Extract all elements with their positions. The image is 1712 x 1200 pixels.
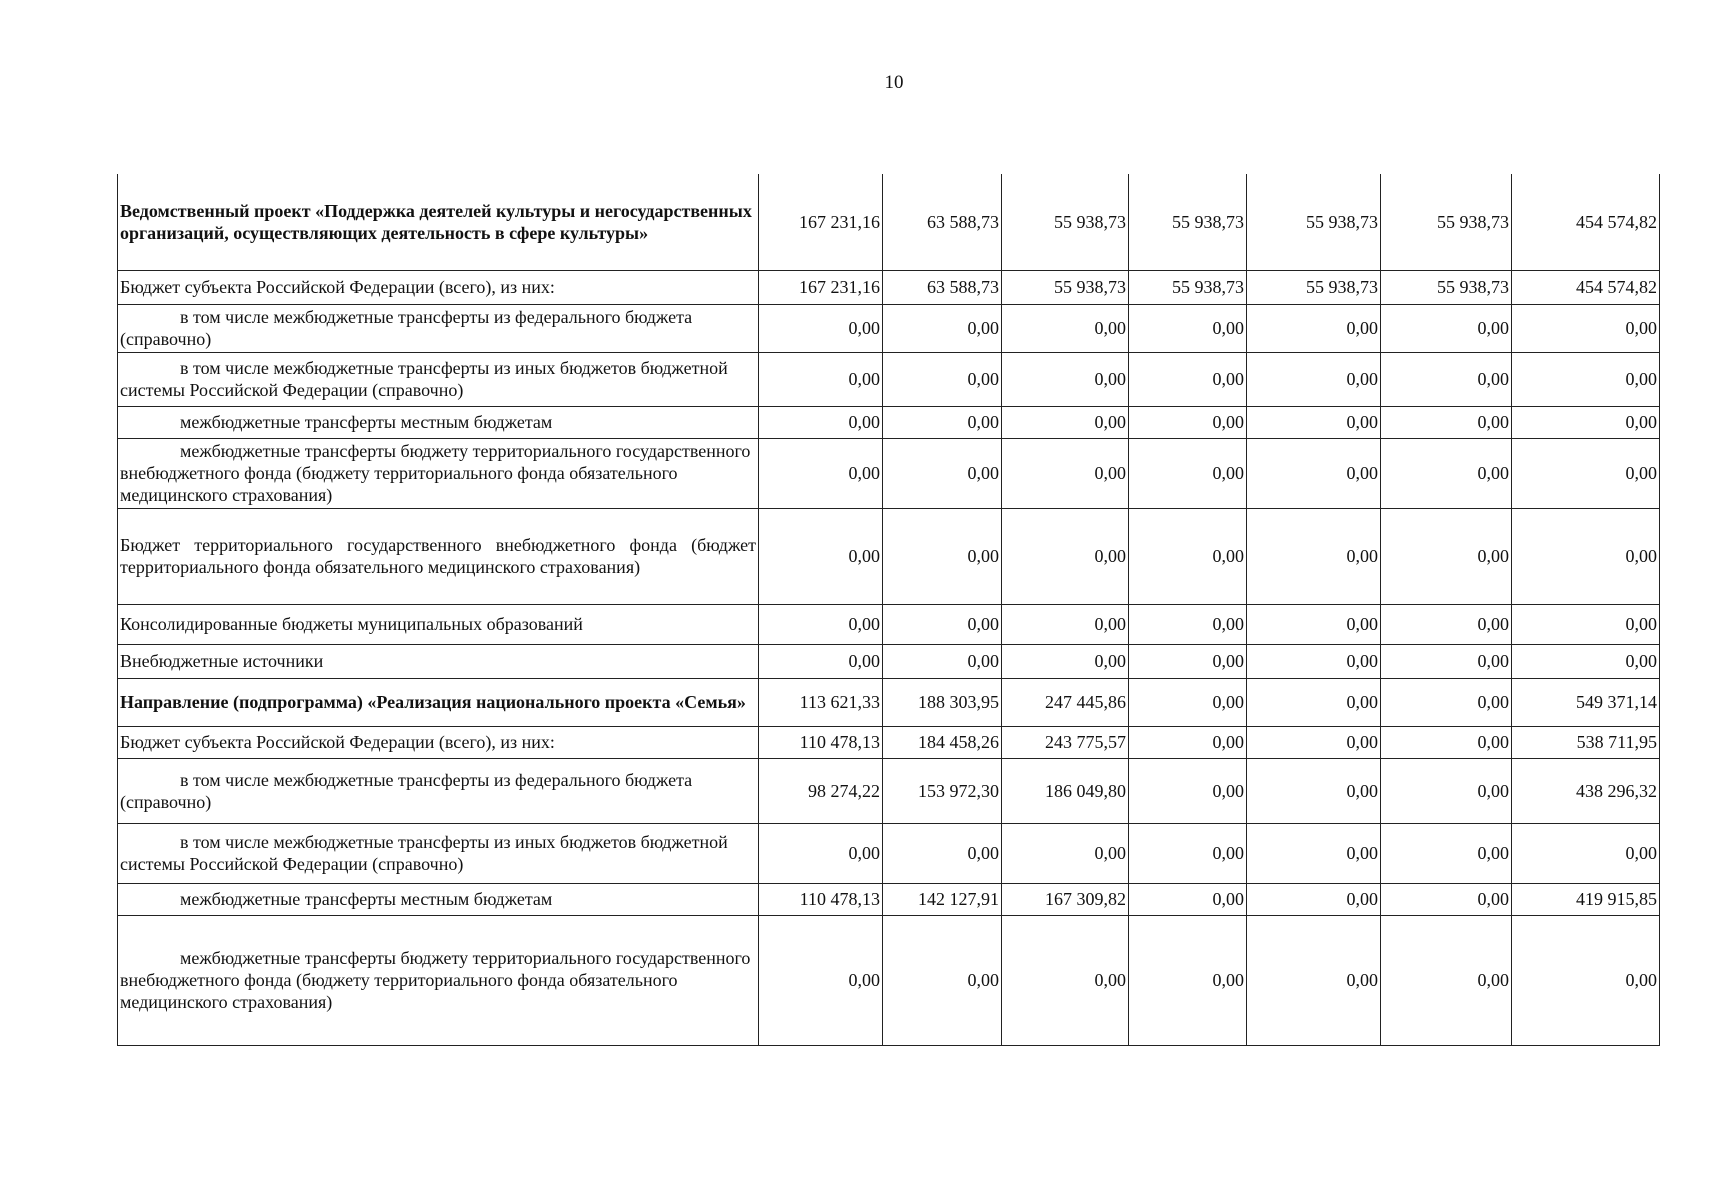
value-cell: 0,00 (1247, 726, 1381, 758)
table-row (118, 678, 1660, 726)
table-row (118, 823, 1660, 883)
value-cell: 0,00 (1512, 352, 1660, 406)
value-cell: 0,00 (883, 508, 1002, 604)
value-cell: 188 303,95 (883, 678, 1002, 726)
row-label-cell (118, 406, 759, 438)
row-label: Бюджет субъекта Российской Федерации (всего), из них: (120, 277, 555, 297)
value-cell: 0,00 (1247, 915, 1381, 1045)
value-cell: 243 775,57 (1002, 726, 1129, 758)
value-cell: 167 309,82 (1002, 883, 1129, 915)
row-label-cell (118, 304, 759, 352)
value-cell: 0,00 (1002, 823, 1129, 883)
row-label-cell (118, 823, 759, 883)
row-label: в том числе межбюджетные трансферты из иных бюджетов бюджетной системы Российской Федерации (справочно) (120, 358, 728, 400)
row-label: в том числе межбюджетные трансферты из иных бюджетов бюджетной системы Российской Федерации (справочно) (120, 832, 728, 874)
value-cell: 55 938,73 (1381, 174, 1512, 270)
row-label-cell (118, 508, 759, 604)
value-cell: 167 231,16 (759, 174, 883, 270)
value-cell: 0,00 (1512, 406, 1660, 438)
value-cell: 0,00 (1381, 823, 1512, 883)
table-body (118, 174, 1660, 1045)
value-cell: 0,00 (1512, 644, 1660, 678)
table-row (118, 270, 1660, 304)
value-cell: 0,00 (1247, 304, 1381, 352)
table-row (118, 352, 1660, 406)
value-cell: 247 445,86 (1002, 678, 1129, 726)
row-label: межбюджетные трансферты местным бюджетам (180, 889, 553, 909)
value-cell: 0,00 (1129, 604, 1247, 644)
table-row (118, 644, 1660, 678)
value-cell: 538 711,95 (1512, 726, 1660, 758)
value-cell: 153 972,30 (883, 758, 1002, 823)
row-label-cell (118, 758, 759, 823)
row-label-cell (118, 726, 759, 758)
value-cell: 0,00 (759, 644, 883, 678)
value-cell: 0,00 (1247, 508, 1381, 604)
row-label: межбюджетные трансферты бюджету территориального государственного внебюджетного фонда (бюджету территориального фонда обязательного медицинского страхования) (120, 948, 751, 1012)
value-cell: 0,00 (1247, 604, 1381, 644)
value-cell: 0,00 (1512, 604, 1660, 644)
value-cell: 0,00 (883, 438, 1002, 508)
value-cell: 454 574,82 (1512, 174, 1660, 270)
value-cell: 0,00 (883, 823, 1002, 883)
value-cell: 0,00 (1381, 678, 1512, 726)
row-label-cell (118, 270, 759, 304)
value-cell: 419 915,85 (1512, 883, 1660, 915)
page-number: 10 (884, 72, 904, 93)
value-cell: 0,00 (1002, 406, 1129, 438)
value-cell: 0,00 (759, 406, 883, 438)
value-cell: 0,00 (759, 915, 883, 1045)
row-label-cell (118, 915, 759, 1045)
value-cell: 63 588,73 (883, 174, 1002, 270)
value-cell: 0,00 (1002, 508, 1129, 604)
row-label: межбюджетные трансферты местным бюджетам (180, 412, 553, 432)
value-cell: 0,00 (759, 438, 883, 508)
value-cell: 0,00 (883, 604, 1002, 644)
row-label: в том числе межбюджетные трансферты из федерального бюджета (справочно) (120, 769, 693, 812)
row-label-cell (118, 883, 759, 915)
value-cell: 0,00 (883, 406, 1002, 438)
value-cell: 0,00 (1002, 604, 1129, 644)
value-cell: 0,00 (1247, 352, 1381, 406)
row-label-cell (118, 604, 759, 644)
value-cell: 0,00 (1381, 726, 1512, 758)
value-cell: 0,00 (1381, 508, 1512, 604)
value-cell: 0,00 (1512, 823, 1660, 883)
value-cell: 0,00 (1381, 352, 1512, 406)
value-cell: 186 049,80 (1002, 758, 1129, 823)
value-cell: 0,00 (1129, 758, 1247, 823)
value-cell: 0,00 (759, 304, 883, 352)
row-label: в том числе межбюджетные трансферты из федерального бюджета (справочно) (120, 307, 693, 349)
value-cell: 0,00 (1247, 758, 1381, 823)
value-cell: 113 621,33 (759, 678, 883, 726)
value-cell: 0,00 (1512, 304, 1660, 352)
value-cell: 0,00 (1247, 823, 1381, 883)
table-row (118, 758, 1660, 823)
value-cell: 0,00 (1247, 438, 1381, 508)
value-cell: 0,00 (1247, 644, 1381, 678)
value-cell: 142 127,91 (883, 883, 1002, 915)
value-cell: 0,00 (1247, 883, 1381, 915)
row-label-cell (118, 678, 759, 726)
value-cell: 0,00 (883, 304, 1002, 352)
value-cell: 0,00 (1381, 406, 1512, 438)
value-cell: 55 938,73 (1381, 270, 1512, 304)
value-cell: 0,00 (1002, 352, 1129, 406)
row-label: Направление (подпрограмма) «Реализация национального проекта «Семья» (120, 692, 746, 712)
value-cell: 0,00 (1381, 644, 1512, 678)
value-cell: 438 296,32 (1512, 758, 1660, 823)
value-cell: 98 274,22 (759, 758, 883, 823)
row-label-cell (118, 174, 759, 270)
row-label-cell (118, 644, 759, 678)
value-cell: 0,00 (1381, 915, 1512, 1045)
value-cell: 0,00 (1381, 438, 1512, 508)
row-label: Бюджет субъекта Российской Федерации (всего), из них: (120, 732, 555, 752)
value-cell: 0,00 (883, 915, 1002, 1045)
value-cell: 0,00 (1129, 406, 1247, 438)
value-cell: 0,00 (1247, 406, 1381, 438)
value-cell: 0,00 (1381, 304, 1512, 352)
value-cell: 167 231,16 (759, 270, 883, 304)
value-cell: 0,00 (1129, 352, 1247, 406)
table-row (118, 174, 1660, 270)
value-cell: 55 938,73 (1129, 270, 1247, 304)
row-label: Внебюджетные источники (120, 651, 324, 671)
value-cell: 0,00 (1002, 915, 1129, 1045)
table-row (118, 883, 1660, 915)
value-cell: 63 588,73 (883, 270, 1002, 304)
row-label: Консолидированные бюджеты муниципальных образований (120, 614, 583, 634)
value-cell: 0,00 (1129, 915, 1247, 1045)
value-cell: 0,00 (1512, 915, 1660, 1045)
table-row (118, 726, 1660, 758)
value-cell: 0,00 (1381, 604, 1512, 644)
value-cell: 0,00 (1512, 508, 1660, 604)
value-cell: 0,00 (759, 604, 883, 644)
value-cell: 110 478,13 (759, 883, 883, 915)
value-cell: 0,00 (1002, 644, 1129, 678)
table-row (118, 915, 1660, 1045)
value-cell: 0,00 (1512, 438, 1660, 508)
value-cell: 549 371,14 (1512, 678, 1660, 726)
table-row (118, 406, 1660, 438)
value-cell: 0,00 (1129, 304, 1247, 352)
value-cell: 110 478,13 (759, 726, 883, 758)
value-cell: 454 574,82 (1512, 270, 1660, 304)
value-cell: 184 458,26 (883, 726, 1002, 758)
value-cell: 55 938,73 (1002, 270, 1129, 304)
row-label-cell (118, 438, 759, 508)
value-cell: 0,00 (759, 508, 883, 604)
value-cell: 0,00 (1381, 883, 1512, 915)
row-label: Ведомственный проект «Поддержка деятелей культуры и негосударственных организаций, осуществляющих деятельность в сфере культуры» (120, 200, 752, 243)
table-row (118, 604, 1660, 644)
value-cell: 0,00 (1129, 644, 1247, 678)
table-row (118, 304, 1660, 352)
value-cell: 0,00 (1129, 883, 1247, 915)
value-cell: 0,00 (1247, 678, 1381, 726)
value-cell: 0,00 (759, 352, 883, 406)
value-cell: 55 938,73 (1002, 174, 1129, 270)
value-cell: 0,00 (1129, 726, 1247, 758)
value-cell: 0,00 (1381, 758, 1512, 823)
value-cell: 55 938,73 (1247, 270, 1381, 304)
table-row (118, 508, 1660, 604)
row-label: межбюджетные трансферты бюджету территориального государственного внебюджетного фонда (бюджету территориального фонда обязательного медицинского страхования) (120, 441, 751, 505)
row-label-cell (118, 352, 759, 406)
value-cell: 0,00 (759, 823, 883, 883)
value-cell: 0,00 (1129, 678, 1247, 726)
row-label: Бюджет территориального государственного внебюджетного фонда (бюджет территориального фонда обязательного медицинского страхования) (120, 535, 756, 577)
value-cell: 0,00 (1129, 508, 1247, 604)
value-cell: 0,00 (883, 644, 1002, 678)
value-cell: 55 938,73 (1247, 174, 1381, 270)
table-row (118, 438, 1660, 508)
value-cell: 0,00 (883, 352, 1002, 406)
value-cell: 0,00 (1129, 823, 1247, 883)
budget-table (117, 174, 1660, 1046)
value-cell: 55 938,73 (1129, 174, 1247, 270)
value-cell: 0,00 (1129, 438, 1247, 508)
value-cell: 0,00 (1002, 438, 1129, 508)
value-cell: 0,00 (1002, 304, 1129, 352)
